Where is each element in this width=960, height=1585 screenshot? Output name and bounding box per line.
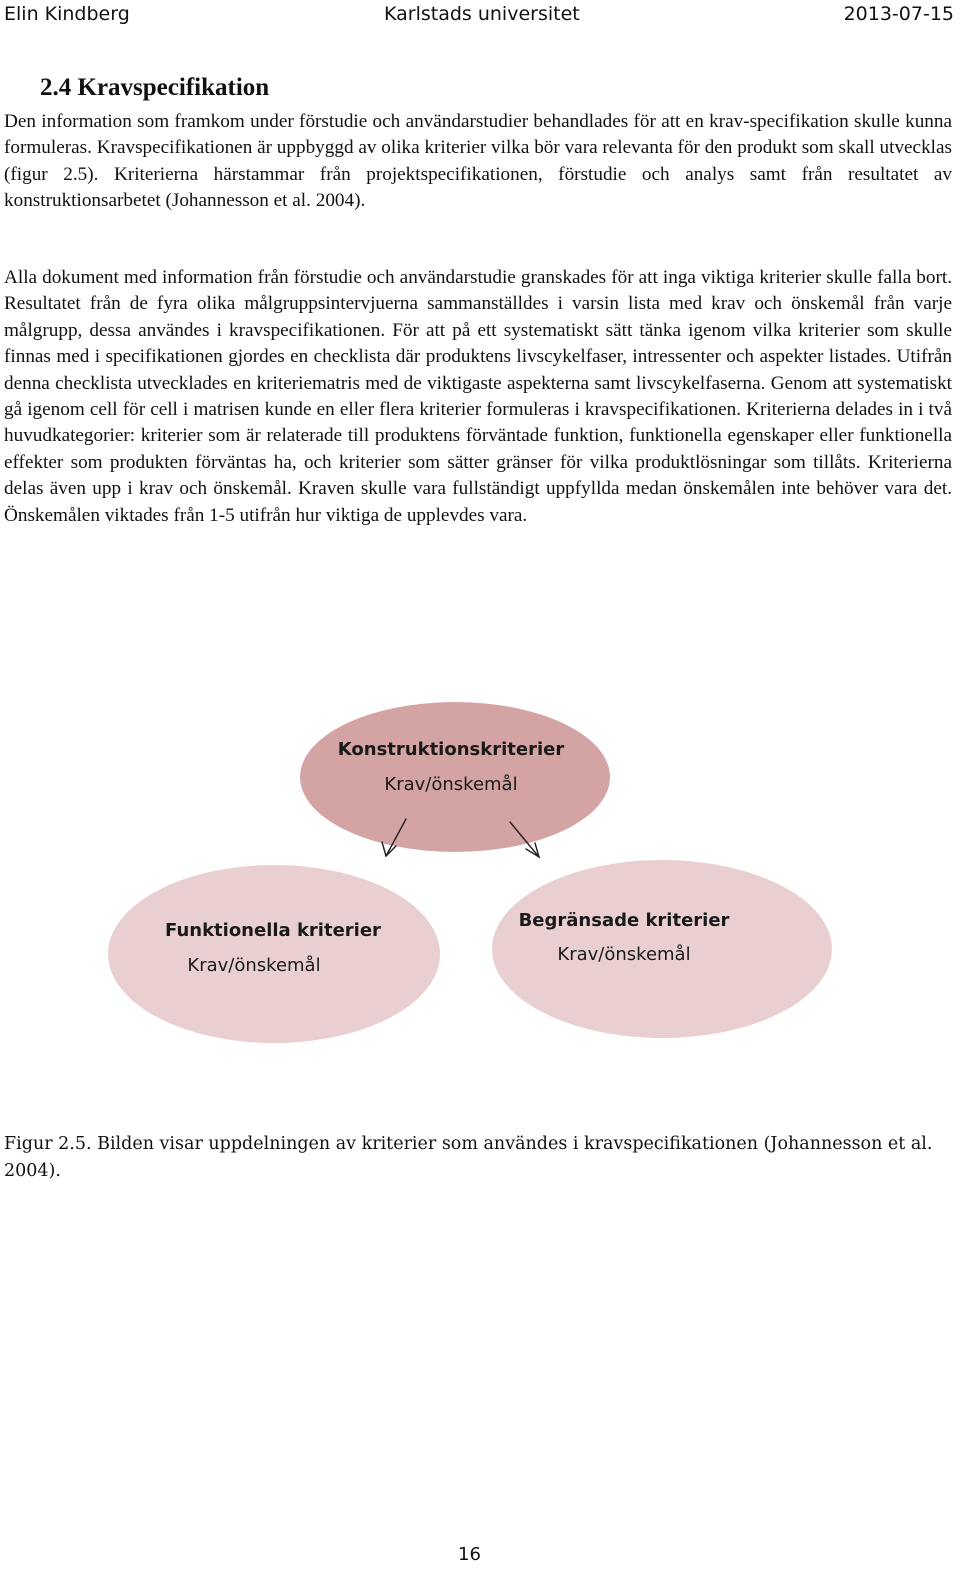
functional-criteria-title: Funktionella kriterier	[165, 920, 381, 941]
header-university: Karlstads universitet	[384, 3, 580, 25]
criteria-diagram	[100, 685, 730, 1070]
limiting-criteria-title: Begränsade kriterier	[518, 910, 730, 931]
page-number: 16	[458, 1544, 481, 1565]
body-paragraph-1: Den information som framkom under förstudie och användarstudier behandlades för att en krav-specifikation skulle kunna formuleras. Kravspecifikationen är uppbyggd av olika kriterier vilka bör vara relevanta för den produkt som skall utvecklas (figur 2.5). Kriterierna härstammar från projektspecifikationen, förstudie och analys samt från resultatet av konstruktionsarbetet (Johannesson et al. 2004).	[4, 111, 952, 212]
header-date: 2013-07-15	[843, 3, 954, 25]
body-paragraph-2: Alla dokument med information från förstudie och användarstudie granskades för att inga viktiga kriterier skulle falla bort. Resultatet från de fyra olika målgruppsintervjuerna sammanställdes i varsin lista med krav och önskemål från varje målgrupp, dessa användes i kravspecifikationen. För att på ett systematiskt sätt tänka igenom vilka kriterier som skulle finnas med i specifikationen gjordes en checklista där produktens livscykelfaser, intressenter och aspekter listades. Utifrån denna checklista utvecklades en kriteriematris med de viktigaste aspekterna samt livscykelfaserna. Genom att systematiskt gå igenom cell för cell i matrisen kunde en eller flera kriterier formuleras i kravspecifikationen. Kriterierna delades in i två huvudkategorier: kriterier som är relaterade till produktens förväntade funktion, funktionella egenskaper eller funktionella effekter som produkten förväntas ha, och kriterier som sätter gränser för vilka produktlösningar som tillåts. Kriterierna delas även upp i krav och önskemål. Kraven skulle vara fullständigt uppfyllda medan önskemålen inte behöver vara det. Önskemålen viktades från 1-5 utifrån hur viktiga de upplevdes vara.	[4, 267, 952, 526]
functional-criteria-subtitle: Krav/önskemål	[187, 955, 321, 976]
construction-criteria-title: Konstruktionskriterier	[337, 739, 565, 760]
construction-criteria-subtitle: Krav/önskemål	[384, 774, 518, 795]
figure-caption: Figur 2.5. Bilden visar uppdelningen av kriterier som användes i kravspecifikationen (Johannesson et al. 2004).	[4, 1134, 933, 1181]
page-header	[0, 2, 960, 28]
arrow-to-limiting	[510, 822, 539, 857]
section-heading: 2.4 Kravspecifikation	[40, 74, 270, 101]
limiting-criteria-subtitle: Krav/önskemål	[557, 944, 691, 965]
header-author: Elin Kindberg	[4, 3, 130, 25]
arrow-to-functional	[386, 819, 406, 856]
diagram-arrows	[100, 685, 660, 1070]
